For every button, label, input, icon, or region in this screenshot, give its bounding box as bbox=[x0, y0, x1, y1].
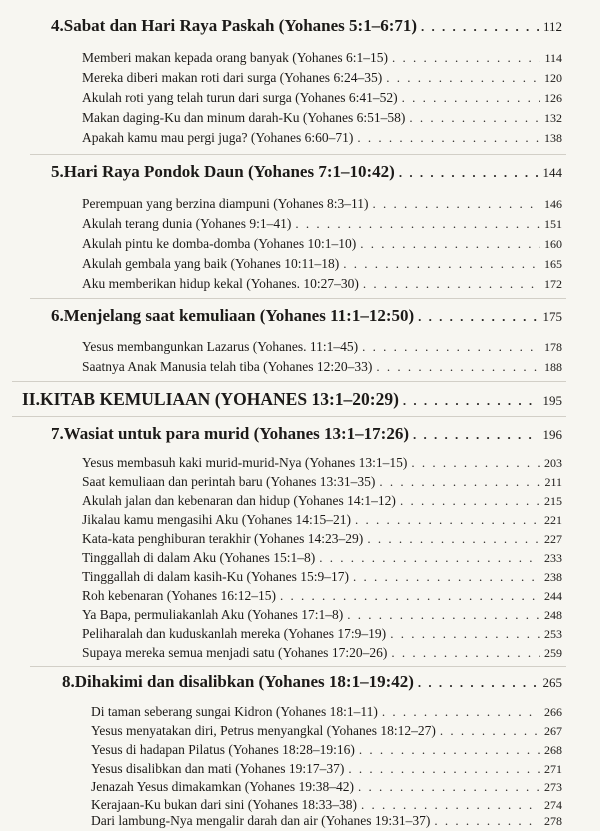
toc-entry[interactable] bbox=[82, 626, 562, 642]
dot-leader bbox=[409, 110, 540, 126]
entry-title: Peliharalah dan kuduskanlah mereka (Yohanes 17:9–19) bbox=[82, 626, 387, 641]
toc-section-7[interactable] bbox=[51, 424, 562, 444]
entry-page-number: 271 bbox=[544, 762, 562, 776]
entry-title: Jikalau kamu mengasihi Aku (Yohanes 14:15–21) bbox=[82, 512, 351, 527]
entry-page-number: 267 bbox=[544, 724, 562, 738]
entry-page-number: 120 bbox=[544, 71, 562, 85]
toc-entry[interactable] bbox=[82, 110, 562, 126]
dot-leader bbox=[411, 455, 540, 471]
dot-leader bbox=[343, 256, 540, 272]
section-page-number: 144 bbox=[542, 165, 562, 180]
toc-entry[interactable] bbox=[91, 723, 562, 739]
section-number: 7. bbox=[51, 424, 64, 443]
toc-entry[interactable] bbox=[82, 276, 562, 292]
toc-entry[interactable] bbox=[91, 813, 562, 829]
section-page-number: 175 bbox=[542, 309, 562, 324]
entry-title: Akulah roti yang telah turun dari surga (Yohanes 6:41–52) bbox=[82, 90, 398, 105]
entry-title: Saatnya Anak Manusia telah tiba (Yohanes 12:20–33) bbox=[82, 359, 373, 374]
section-divider bbox=[12, 416, 566, 417]
section-divider bbox=[30, 298, 566, 299]
entry-page-number: 227 bbox=[544, 532, 562, 546]
toc-entry[interactable] bbox=[82, 455, 562, 471]
entry-title: Perempuan yang berzina diampuni (Yohanes 8:3–11) bbox=[82, 196, 369, 211]
section-number: 4. bbox=[51, 16, 64, 35]
part-number: II. bbox=[22, 389, 40, 409]
entry-title: Di taman seberang sungai Kidron (Yohanes 18:1–11) bbox=[91, 704, 378, 719]
entry-title: Kata-kata penghiburan terakhir (Yohanes 14:23–29) bbox=[82, 531, 364, 546]
toc-entry[interactable] bbox=[82, 531, 562, 547]
entry-title: Ya Bapa, permuliakanlah Aku (Yohanes 17:1–8) bbox=[82, 607, 344, 622]
dot-leader bbox=[353, 569, 540, 585]
section-page-number: 265 bbox=[542, 675, 562, 690]
entry-page-number: 274 bbox=[544, 798, 562, 812]
toc-entry[interactable] bbox=[82, 130, 562, 146]
dot-leader bbox=[434, 813, 540, 829]
entry-page-number: 132 bbox=[544, 111, 562, 125]
dot-leader bbox=[347, 607, 540, 623]
entry-page-number: 172 bbox=[544, 277, 562, 291]
section-page-number: 196 bbox=[542, 427, 562, 442]
toc-entry[interactable] bbox=[82, 569, 562, 585]
section-title: Hari Raya Pondok Daun (Yohanes 7:1–10:42) bbox=[63, 162, 395, 181]
section-title: Menjelang saat kemuliaan (Yohanes 11:1–12:50) bbox=[63, 306, 415, 325]
dot-leader bbox=[367, 531, 540, 547]
dot-leader bbox=[376, 359, 540, 375]
dot-leader bbox=[355, 512, 540, 528]
entry-title: Akulah jalan dan kebenaran dan hidup (Yohanes 14:1–12) bbox=[82, 493, 396, 508]
entry-page-number: 253 bbox=[544, 627, 562, 641]
entry-page-number: 248 bbox=[544, 608, 562, 622]
toc-entry[interactable] bbox=[91, 761, 562, 777]
entry-title: Kerajaan-Ku bukan dari sini (Yohanes 18:33–38) bbox=[91, 797, 357, 812]
toc-entry[interactable] bbox=[82, 216, 562, 232]
toc-part-2[interactable] bbox=[22, 389, 562, 410]
entry-title: Memberi makan kepada orang banyak (Yohanes 6:1–15) bbox=[82, 50, 389, 65]
dot-leader bbox=[421, 19, 539, 35]
dot-leader bbox=[360, 236, 540, 252]
entry-title: Yesus di hadapan Pilatus (Yohanes 18:28–19:16) bbox=[91, 742, 355, 757]
entry-title: Apakah kamu mau pergi juga? (Yohanes 6:60–71) bbox=[82, 130, 354, 145]
entry-page-number: 273 bbox=[544, 780, 562, 794]
section-number: 8. bbox=[62, 672, 75, 691]
entry-page-number: 238 bbox=[544, 570, 562, 584]
section-page-number: 112 bbox=[542, 19, 562, 34]
dot-leader bbox=[386, 70, 540, 86]
entry-page-number: 114 bbox=[544, 51, 562, 65]
entry-title: Aku memberikan hidup kekal (Yohanes. 10:27–30) bbox=[82, 276, 359, 291]
dot-leader bbox=[361, 797, 540, 813]
dot-leader bbox=[348, 761, 540, 777]
section-number: 6. bbox=[51, 306, 64, 325]
toc-entry[interactable] bbox=[82, 70, 562, 86]
entry-page-number: 244 bbox=[544, 589, 562, 603]
toc-entry[interactable] bbox=[82, 50, 562, 66]
entry-page-number: 221 bbox=[544, 513, 562, 527]
toc-entry[interactable] bbox=[82, 196, 562, 212]
entry-page-number: 138 bbox=[544, 131, 562, 145]
entry-title: Mereka diberi makan roti dari surga (Yohanes 6:24–35) bbox=[82, 70, 383, 85]
entry-page-number: 160 bbox=[544, 237, 562, 251]
toc-entry[interactable] bbox=[82, 607, 562, 623]
dot-leader bbox=[392, 50, 540, 66]
toc-entry[interactable] bbox=[82, 359, 562, 375]
entry-title: Tinggallah di dalam kasih-Ku (Yohanes 15:9–17) bbox=[82, 569, 349, 584]
entry-page-number: 233 bbox=[544, 551, 562, 565]
toc-entry[interactable] bbox=[82, 339, 562, 355]
dot-leader bbox=[280, 588, 540, 604]
entry-title: Yesus membasuh kaki murid-murid-Nya (Yohanes 13:1–15) bbox=[82, 455, 408, 470]
entry-title: Akulah gembala yang baik (Yohanes 10:11–18) bbox=[82, 256, 340, 271]
entry-page-number: 165 bbox=[544, 257, 562, 271]
entry-page-number: 259 bbox=[544, 646, 562, 660]
entry-title: Tinggallah di dalam Aku (Yohanes 15:1–8) bbox=[82, 550, 316, 565]
entry-title: Yesus menyatakan diri, Petrus menyangkal (Yohanes 18:12–27) bbox=[91, 723, 436, 738]
dot-leader bbox=[400, 493, 540, 509]
dot-leader bbox=[379, 474, 540, 490]
entry-page-number: 151 bbox=[544, 217, 562, 231]
entry-title: Makan daging-Ku dan minum darah-Ku (Yohanes 6:51–58) bbox=[82, 110, 406, 125]
dot-leader bbox=[391, 645, 540, 661]
part-page-number: 195 bbox=[542, 393, 562, 408]
entry-page-number: 188 bbox=[544, 360, 562, 374]
toc-section-6[interactable] bbox=[51, 306, 562, 326]
dot-leader bbox=[358, 779, 540, 795]
toc-entry[interactable] bbox=[82, 236, 562, 252]
dot-leader bbox=[418, 675, 539, 691]
toc-entry[interactable] bbox=[91, 797, 562, 813]
section-title: Dihakimi dan disalibkan (Yohanes 18:1–19:42) bbox=[74, 672, 414, 691]
toc-entry[interactable] bbox=[82, 512, 562, 528]
entry-title: Supaya mereka semua menjadi satu (Yohanes 17:20–26) bbox=[82, 645, 388, 660]
dot-leader bbox=[359, 742, 540, 758]
dot-leader bbox=[399, 165, 539, 181]
part-title: KITAB KEMULIAAN (YOHANES 13:1–20:29) bbox=[40, 389, 399, 409]
entry-title: Yesus disalibkan dan mati (Yohanes 19:17–37) bbox=[91, 761, 345, 776]
toc-entry[interactable] bbox=[82, 256, 562, 272]
dot-leader bbox=[382, 704, 540, 720]
toc-section-8[interactable] bbox=[62, 672, 562, 692]
dot-leader bbox=[319, 550, 540, 566]
dot-leader bbox=[413, 427, 539, 443]
toc-section-4[interactable] bbox=[51, 16, 562, 36]
toc-entry[interactable] bbox=[91, 779, 562, 795]
dot-leader bbox=[418, 309, 538, 325]
dot-leader bbox=[390, 626, 540, 642]
toc-entry[interactable] bbox=[82, 474, 562, 490]
entry-title: Jenazah Yesus dimakamkan (Yohanes 19:38–42) bbox=[91, 779, 354, 794]
section-title: Sabat dan Hari Raya Paskah (Yohanes 5:1–6:71) bbox=[63, 16, 418, 35]
entry-page-number: 211 bbox=[544, 475, 562, 489]
toc-entry[interactable] bbox=[82, 550, 562, 566]
section-divider bbox=[30, 666, 566, 667]
dot-leader bbox=[295, 216, 540, 232]
entry-title: Yesus membangunkan Lazarus (Yohanes. 11:1–45) bbox=[82, 339, 359, 354]
entry-page-number: 215 bbox=[544, 494, 562, 508]
entry-page-number: 126 bbox=[544, 91, 562, 105]
dot-leader bbox=[357, 130, 540, 146]
dot-leader bbox=[362, 339, 540, 355]
entry-title: Akulah pintu ke domba-domba (Yohanes 10:1–10) bbox=[82, 236, 357, 251]
entry-page-number: 278 bbox=[544, 814, 562, 828]
dot-leader bbox=[363, 276, 540, 292]
toc-entry[interactable] bbox=[91, 742, 562, 758]
toc-section-5[interactable] bbox=[51, 162, 562, 182]
section-divider bbox=[12, 381, 566, 382]
toc-entry[interactable] bbox=[91, 704, 562, 720]
dot-leader bbox=[403, 393, 539, 409]
section-title: Wasiat untuk para murid (Yohanes 13:1–17:26) bbox=[63, 424, 409, 443]
toc-entry[interactable] bbox=[82, 90, 562, 106]
entry-title: Saat kemuliaan dan perintah baru (Yohanes 13:31–35) bbox=[82, 474, 376, 489]
entry-page-number: 268 bbox=[544, 743, 562, 757]
dot-leader bbox=[440, 723, 540, 739]
entry-title: Dari lambung-Nya mengalir darah dan air (Yohanes 19:31–37) bbox=[91, 813, 431, 828]
section-number: 5. bbox=[51, 162, 64, 181]
entry-title: Roh kebenaran (Yohanes 16:12–15) bbox=[82, 588, 276, 603]
toc-entry[interactable] bbox=[82, 645, 562, 661]
toc-entry[interactable] bbox=[82, 588, 562, 604]
entry-title: Akulah terang dunia (Yohanes 9:1–41) bbox=[82, 216, 292, 231]
dot-leader bbox=[402, 90, 540, 106]
dot-leader bbox=[372, 196, 540, 212]
entry-page-number: 146 bbox=[544, 197, 562, 211]
entry-page-number: 178 bbox=[544, 340, 562, 354]
section-divider bbox=[30, 154, 566, 155]
entry-page-number: 203 bbox=[544, 456, 562, 470]
toc-entry[interactable] bbox=[82, 493, 562, 509]
entry-page-number: 266 bbox=[544, 705, 562, 719]
